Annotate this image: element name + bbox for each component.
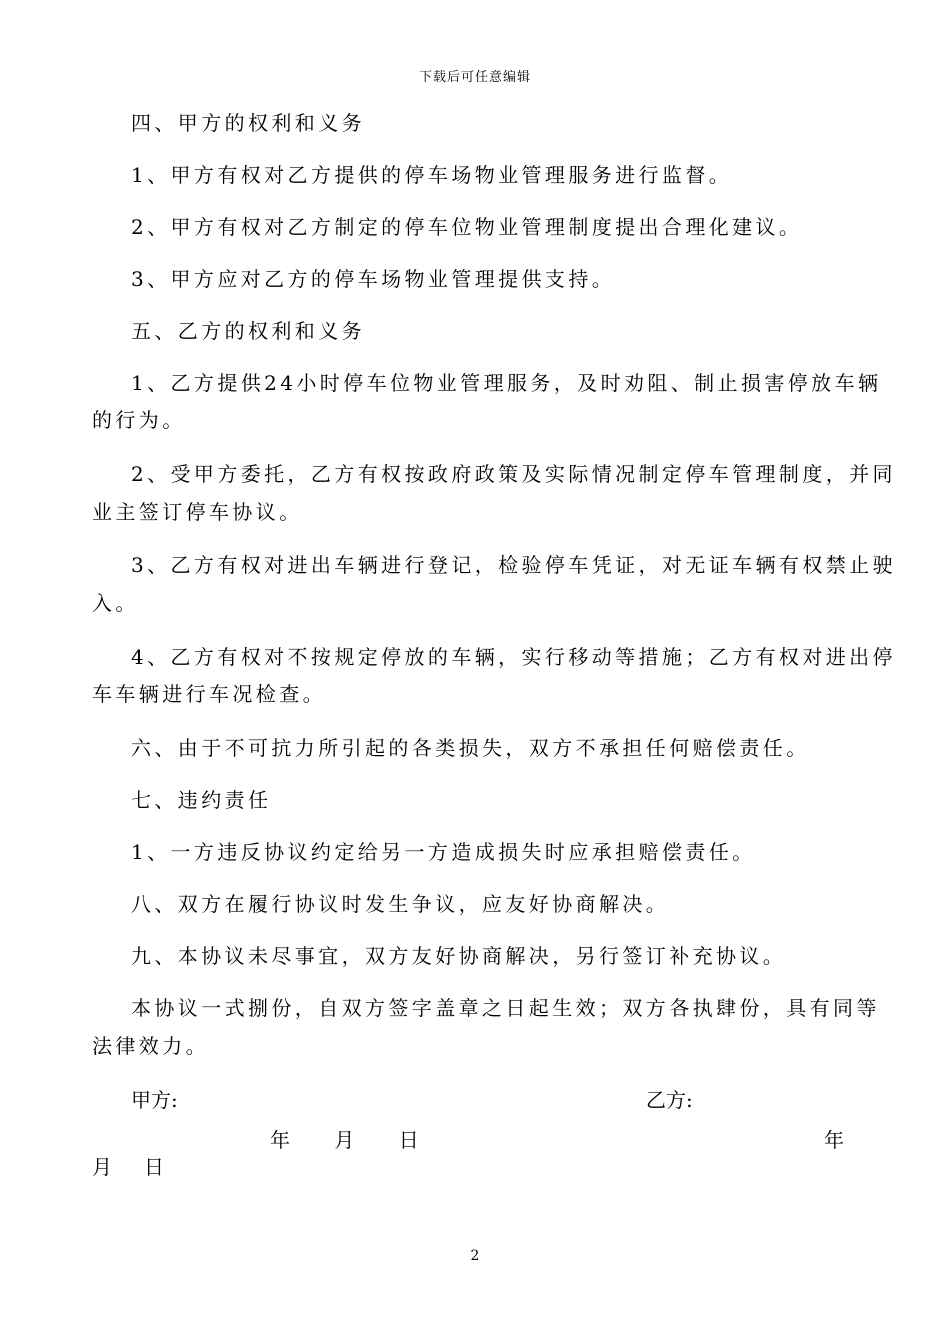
section-8: 八、双方在履行协议时发生争议，应友好协商解决。 [131,892,670,916]
page-header: 下载后可任意编辑 [418,70,531,85]
section-4-heading: 四、甲方的权利和义务 [131,111,365,135]
section-9: 九、本协议未尽事宜，双方友好协商解决，另行签订补充协议。 [131,944,787,968]
party-b-date-rest: 月 日 [92,1155,170,1179]
clause-5-3: 3、乙方有权对进出车辆进行登记，检验停车凭证，对无证车辆有权禁止驶 [131,553,896,577]
section-7-heading: 七、违约责任 [131,788,272,812]
section-5-heading: 五、乙方的权利和义务 [131,319,365,343]
clause-5-4-cont: 车车辆进行车况检查。 [92,682,326,706]
clause-4-3: 3、甲方应对乙方的停车场物业管理提供支持。 [131,267,616,291]
party-a-label: 甲方: [131,1088,178,1112]
clause-5-4: 4、乙方有权对不按规定停放的车辆，实行移动等措施；乙方有权对进出停 [131,645,896,669]
closing-clause: 本协议一式捌份，自双方签字盖章之日起生效；双方各执肆份，具有同等 [131,996,880,1020]
clause-4-2: 2、甲方有权对乙方制定的停车位物业管理制度提出合理化建议。 [131,215,803,239]
clause-5-1: 1、乙方提供24小时停车位物业管理服务，及时劝阻、制止损害停放车辆 [131,371,882,395]
clause-5-1-cont: 的行为。 [92,408,186,432]
clause-7-1: 1、一方违反协议约定给另一方造成损失时应承担赔偿责任。 [131,840,756,864]
party-a-date: 年 月 日 [270,1128,425,1152]
party-b-date-year: 年 [824,1128,844,1152]
party-b-label: 乙方: [646,1088,693,1112]
page-number: 2 [470,1248,480,1264]
clause-5-3-cont: 入。 [92,591,139,615]
section-6: 六、由于不可抗力所引起的各类损失，双方不承担任何赔偿责任。 [131,736,810,760]
clause-5-2-cont: 业主签订停车协议。 [92,500,303,524]
clause-4-1: 1、甲方有权对乙方提供的停车场物业管理服务进行监督。 [131,163,733,187]
closing-clause-cont: 法律效力。 [92,1034,209,1058]
clause-5-2: 2、受甲方委托，乙方有权按政府政策及实际情况制定停车管理制度，并同 [131,462,896,486]
